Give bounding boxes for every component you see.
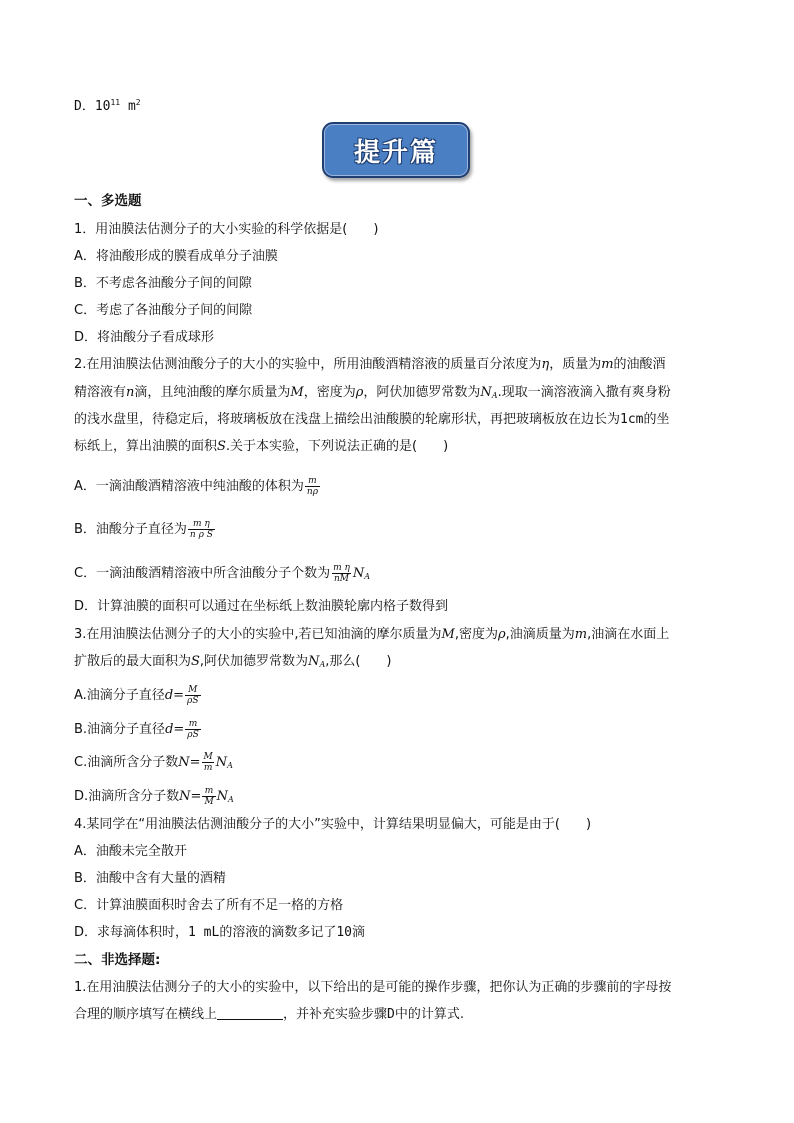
- question-2-stem-line-2: 精溶液有n滴，且纯油酸的摩尔质量为M，密度为ρ，阿伏加德罗常数为$N_A$.现取一滴溶液滴入撒有爽身粉: [74, 385, 671, 400]
- question-2-option-d: D．计算油膜的面积可以通过在坐标纸上数油膜轮廓内格子数得到: [74, 599, 449, 614]
- fraction: $\frac{\text{m η}}{\text{n ρ S}}$: [189, 519, 213, 540]
- question-4-stem: 4.某同学在“用油膜法估测油酸分子的大小”实验中，计算结果明显偏大，可能是由于( ): [74, 817, 592, 832]
- fraction: $\frac{m}{\rho S}$: [187, 719, 199, 740]
- section-title-multiple-choice: 一、多选题: [74, 193, 142, 209]
- section-title-non-choice: 二、非选择题:: [74, 952, 161, 968]
- question-1-option-c: C．考虑了各油酸分子间的间隙: [74, 303, 253, 318]
- fraction: $\frac{\text{m η}}{nM}$: [333, 563, 350, 584]
- fraction: $\frac{M}{m}$: [203, 752, 213, 773]
- question-4-option-a: A．油酸未完全散开: [74, 844, 187, 859]
- section-banner: [322, 122, 470, 178]
- question-4-option-d: D．求每滴体积时，1 mL的溶液的滴数多记了10滴: [74, 925, 366, 940]
- question-3-stem-line-1: 3.在用油膜法估测分子的大小的实验中,若已知油滴的摩尔质量为M,密度为ρ,油滴质量为m,油滴在水面上: [74, 627, 670, 642]
- question-4-option-b: B．油酸中含有大量的酒精: [74, 871, 226, 886]
- question-1-option-b: B．不考虑各油酸分子间的间隙: [74, 276, 252, 291]
- question-1-stem: 1．用油膜法估测分子的大小实验的科学依据是( ): [74, 222, 379, 237]
- problem-1-line-2: 合理的顺序填写在横线上 ，并补充实验步骤D中的计算式.: [74, 1007, 464, 1022]
- answer-blank[interactable]: [217, 1007, 283, 1020]
- question-2-stem-line-3: 的浅水盘里，待稳定后，将玻璃板放在浅盘上描绘出油酸膜的轮廓形状，再把玻璃板放在边长为1cm的坐: [74, 412, 670, 427]
- fraction: $\frac{m}{n\rho}$: [306, 476, 318, 497]
- fraction: $\frac{m}{M}$: [204, 786, 214, 807]
- question-1-option-d: D．将油酸分子看成球形: [74, 330, 215, 345]
- fraction: $\frac{M}{\rho S}$: [187, 685, 199, 706]
- question-2-option-b: B．油酸分子直径为 $\frac{\text{m η}}{\text{n ρ S}}$: [74, 519, 213, 540]
- question-3-option-d: D.油滴所含分子数N= $\frac{m}{M}$ $N_A$: [74, 786, 234, 807]
- question-1-option-a: A．将油酸形成的膜看成单分子油膜: [74, 249, 278, 264]
- banner-title: 提升篇: [353, 137, 438, 168]
- question-4-option-c: C．计算油膜面积时舍去了所有不足一格的方格: [74, 898, 344, 913]
- question-3-option-c: C.油滴所含分子数N= $\frac{M}{m}$ $N_A$: [74, 752, 233, 773]
- question-2-stem-line-1: 2.在用油膜法估测油酸分子的大小的实验中，所用油酸酒精溶液的质量百分浓度为η，质量为m的油酸酒: [74, 357, 666, 372]
- question-3-stem-line-2: 扩散后的最大面积为S,阿伏加德罗常数为$N_A$,那么( ): [74, 654, 392, 669]
- question-3-option-b: B.油滴分子直径d= $\frac{m}{\rho S}$: [74, 719, 199, 740]
- question-2-option-a: A．一滴油酸酒精溶液中纯油酸的体积为 $\frac{m}{n\rho}$: [74, 476, 318, 497]
- previous-option-d: D．$10^{11}$ $m^2$: [74, 98, 141, 114]
- question-3-option-a: A.油滴分子直径d= $\frac{M}{\rho S}$: [74, 685, 199, 706]
- problem-1-line-1: 1.在用油膜法估测分子的大小的实验中，以下给出的是可能的操作步骤，把你认为正确的步骤前的字母按: [74, 980, 672, 995]
- question-2-option-c: C．一滴油酸酒精溶液中所含油酸分子个数为 $\frac{\text{m η}}{nM}$ $N_A$: [74, 563, 371, 584]
- question-2-stem-line-4: 标纸上，算出油膜的面积S.关于本实验，下列说法正确的是( ): [74, 439, 449, 454]
